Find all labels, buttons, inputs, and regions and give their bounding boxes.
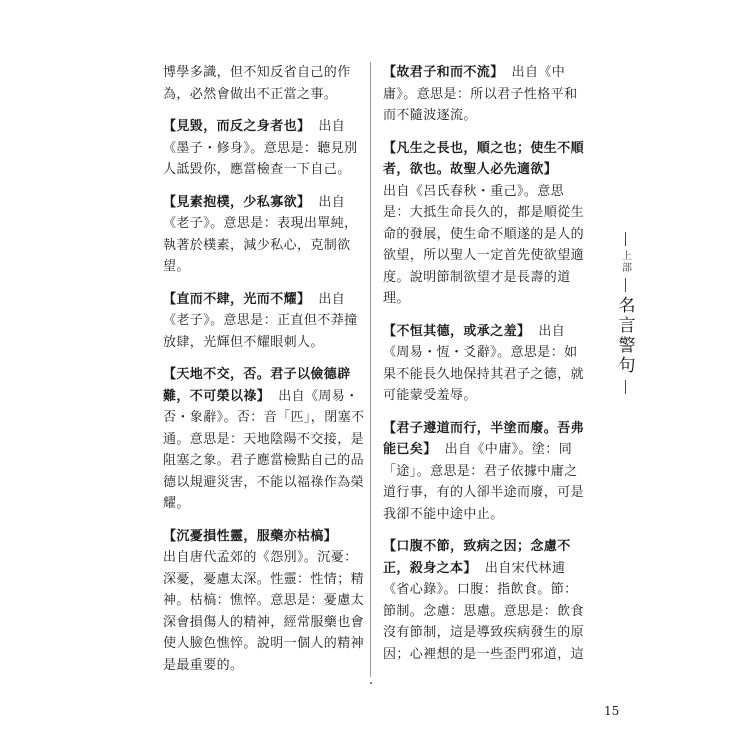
tab-rule [625, 232, 626, 246]
proverb-entry [383, 321, 589, 407]
proverb-quote: 【不恒其德，或承之羞】 [383, 323, 531, 339]
proverb-entry [163, 364, 369, 515]
proverb-quote: 【直而不肆，光而不耀】 [163, 291, 311, 307]
proverb-entry [163, 526, 369, 677]
proverb-explanation: 出自《呂氏春秋・重己》。意思是：大抵生命長久的，都是順從生命的發展，使生命不順遂的是人的欲望，所以聖人一定首先使欲望適度。說明節制欲望才是長壽的道理。 [383, 183, 585, 306]
section-tab [612, 232, 638, 394]
tab-rule [625, 380, 626, 394]
proverb-entry [383, 536, 589, 665]
section-title: 名言警句 [614, 296, 635, 376]
proverb-entry [383, 418, 589, 526]
proverb-explanation: 出自宋代林逋《省心錄》。口腹：指飲食。節：節制。念慮：思慮。意思是：飲食沒有節制，這是導致疾病發生的原因；心裡想的是一些歪門邪道，這 [383, 560, 585, 662]
proverb-entry [163, 116, 369, 181]
proverb-explanation: 出自《中庸》。意思是：所以君子性格平和而不隨波逐流。 [383, 65, 578, 123]
proverb-quote: 【天地不交，否。君子以儉德辟難，不可榮以祿】 [163, 367, 351, 404]
proverb-explanation: 出自《周易・否・象辭》。否：音「匹」，閉塞不通。意思是：天地陰陽不交接，是阻塞之象。君子應當檢點自己的品德以規避災害，不能以福祿作為榮耀。 [163, 388, 365, 511]
proverb-quote: 【見素抱樸，少私寡欲】 [163, 194, 311, 210]
proverb-quote: 【君子遵道而行，半塗而廢。吾弗能已矣】 [383, 420, 585, 457]
proverb-explanation: 出自唐代孟郊的《怨別》。沉憂：深憂，憂慮太深。性靈：性情；精神。枯槁：憔悴。意思是：憂慮太深會損傷人的精神，經常服藥也會使人臉色憔悴。說明一個人的精神是最重要的。 [163, 550, 365, 673]
proverb-quote: 【見毀，而反之身者也】 [163, 119, 311, 134]
column-divider [370, 62, 371, 677]
continued-text: 博學多識，但不知反省自己的作為，必然會做出不正當之事。 [163, 65, 351, 102]
proverb-explanation: 出自《中庸》。塗：同「途」。意思是：君子依據中庸之道行事，有的人卻半途而廢，可是我卻不能中途中止。 [383, 442, 585, 522]
gutter-mark [370, 682, 372, 684]
proverb-entry [383, 138, 589, 310]
page-number: 15 [604, 704, 620, 718]
proverb-quote: 【故君子和而不流】 [383, 65, 504, 80]
proverb-explanation: 出自《老子》。意思是：正直但不莽撞放肆，光輝但不耀眼刺人。 [163, 291, 358, 350]
proverb-entry [163, 289, 369, 354]
proverb-entry [163, 192, 369, 278]
proverb-quote: 【口腹不節，致病之因；念慮不正，殺身之本】 [383, 539, 571, 576]
proverb-entry [383, 62, 589, 127]
proverb-quote: 【沉憂損性靈，服藥亦枯槁】 [163, 528, 338, 544]
proverb-explanation: 出自《老子》。意思是：表現出單純，執著於樸素，減少私心，克制欲望。 [163, 194, 358, 274]
proverb-explanation: 出自《墨子・修身》。意思是：聽見別人詆毀你，應當檢查一下自己。 [163, 119, 358, 177]
tab-rule [625, 278, 626, 292]
left-column [163, 62, 369, 687]
proverb-explanation: 出自《周易・恆・爻辭》。意思是：如果不能長久地保持其君子之德，就可能蒙受羞辱。 [383, 323, 585, 403]
proverb-quote: 【凡生之長也，順之也；使生不順者，欲也。故聖人必先適欲】 [383, 140, 585, 177]
section-part-label: 上部 [619, 250, 631, 274]
right-column [383, 62, 589, 676]
